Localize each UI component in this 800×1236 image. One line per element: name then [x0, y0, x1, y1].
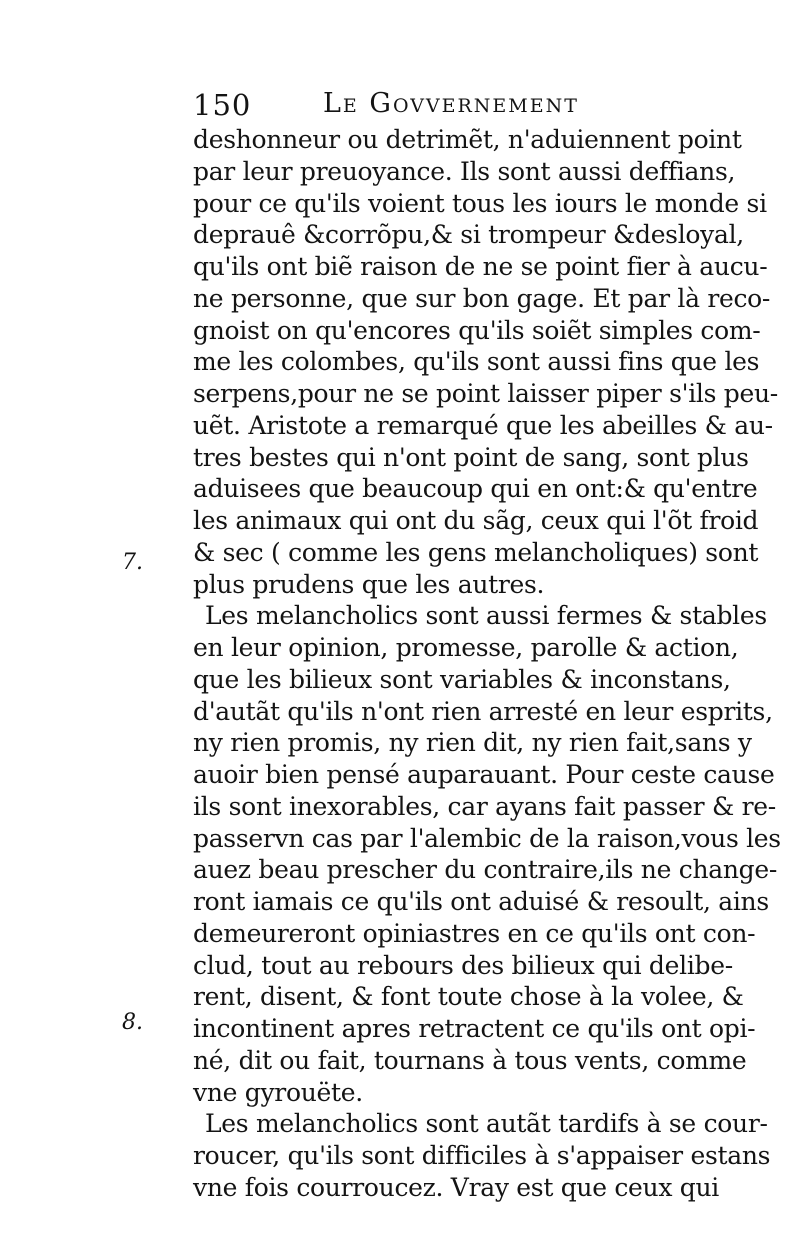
text-line: & sec ( comme les gens melancholiques) sont	[193, 537, 759, 567]
text-line: me les colombes, qu'ils sont aussi fins que les	[193, 347, 760, 377]
text-line: ils sont inexorables, car ayans fait passer & re-	[193, 791, 776, 821]
text-line: les animaux qui ont du sãg, ceux qui l'õt froid	[193, 506, 759, 535]
text-line: deshonneur ou detrimẽt, n'aduiennent point	[193, 125, 742, 154]
text-line: passervn cas par l'alembic de la raison,vous les	[193, 823, 781, 853]
text-line: incontinent apres retractent ce qu'ils ont opi-	[193, 1014, 756, 1043]
text-line: ny rien promis, ny rien dit, ny rien fait,sans y	[193, 728, 752, 758]
text-line: serpens,pour ne se point laisser piper s'ils peu-	[193, 379, 778, 408]
text-line: ront iamais ce qu'ils ont aduisé & resoult, ains	[193, 887, 769, 916]
text-line: vne fois courroucez. Vray est que ceux qui	[193, 1172, 719, 1202]
text-line: pour ce qu'ils voient tous les iours le monde si	[193, 188, 767, 218]
text-line: par leur preuoyance. Ils sont aussi deffians,	[193, 156, 736, 186]
page-header	[193, 84, 613, 128]
body-text	[193, 124, 781, 1204]
text-line: en leur opinion, promesse, parolle & action,	[193, 633, 739, 662]
paragraph-start-line: Les melancholics sont aussi fermes & stables	[205, 601, 767, 631]
text-line: qu'ils ont biẽ raison de ne se point fier à aucu-	[193, 252, 768, 281]
text-line: auoir bien pensé auparauant. Pour ceste cause	[193, 760, 775, 789]
text-line: tres bestes qui n'ont point de sang, sont plus	[193, 442, 749, 472]
text-line: né, dit ou fait, tournans à tous vents, comme	[193, 1045, 747, 1075]
text-line: auez beau prescher du contraire,ils ne change-	[193, 855, 778, 885]
text-line: clud, tout au rebours des bilieux qui delibe-	[193, 950, 733, 980]
text-line: roucer, qu'ils sont difficiles à s'appaiser estans	[193, 1141, 771, 1170]
text-line: ne personne, que sur bon gage. Et par là reco-	[193, 283, 771, 313]
text-line: gnoist on qu'encores qu'ils soiẽt simples com-	[193, 315, 761, 345]
text-line: vne gyrouëte.	[193, 1077, 363, 1107]
text-line: deprauê &corrõpu,& si trompeur &desloyal,	[193, 220, 744, 250]
text-line: d'autãt qu'ils n'ont rien arresté en leur esprits,	[193, 696, 773, 726]
page-number: 150	[193, 88, 252, 122]
text-line: demeureront opiniastres en ce qu'ils ont con-	[193, 918, 756, 948]
text-line: que les bilieux sont variables & inconstans,	[193, 664, 731, 694]
running-title: Le Govvernement	[323, 88, 579, 119]
paragraph-start-line: Les melancholics sont autãt tardifs à se cour-	[205, 1109, 768, 1139]
text-line: aduisees que beaucoup qui en ont:& qu'entre	[193, 474, 758, 504]
margin-note-7: 7.	[122, 550, 143, 575]
text-line: plus prudens que les autres.	[193, 569, 545, 599]
margin-note-8: 8.	[122, 1010, 143, 1035]
text-line: rent, disent, & font toute chose à la volee, &	[193, 982, 744, 1012]
text-line: uẽt. Aristote a remarqué que les abeilles & au-	[193, 410, 773, 440]
